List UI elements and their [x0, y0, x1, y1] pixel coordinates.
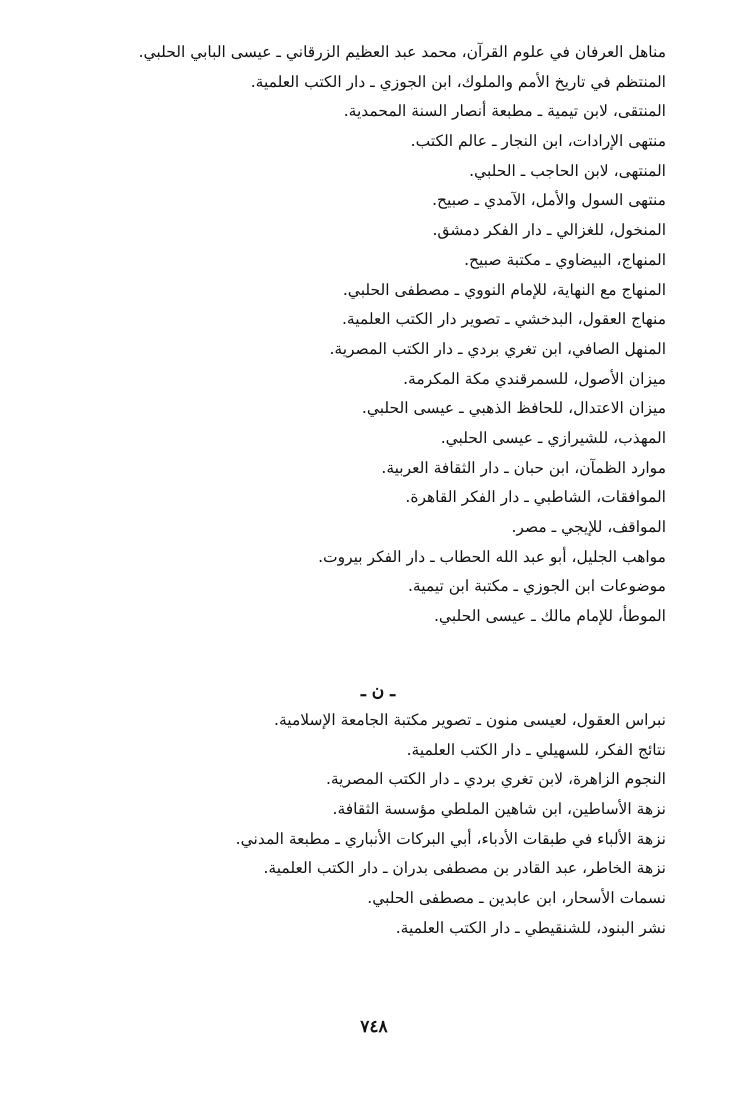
- bibliography-entry: نزهة الألباء في طبقات الأدباء، أبي البركات الأنباري ـ مطبعة المدني.: [235, 829, 666, 848]
- bibliography-section-mim: [66, 38, 666, 632]
- bibliography-entry: المنتظم في تاريخ الأمم والملوك، ابن الجوزي ـ دار الكتب العلمية.: [250, 72, 666, 91]
- bibliography-entry: نزهة الأساطين، ابن شاهين الملطي مؤسسة الثقافة.: [332, 800, 666, 819]
- bibliography-entry: المهذب، للشيرازي ـ عيسى الحلبي.: [440, 428, 666, 447]
- bibliography-entry: المنهل الصافي، ابن تغري بردي ـ دار الكتب المصرية.: [329, 339, 666, 358]
- bibliography-entry: نتائج الفكر، للسهيلي ـ دار الكتب العلمية.: [406, 740, 666, 759]
- bibliography-entry: ميزان الأصول، للسمرقندي مكة المكرمة.: [403, 369, 666, 388]
- bibliography-entry: موارد الظمآن، ابن حبان ـ دار الثقافة العربية.: [381, 458, 666, 477]
- bibliography-entry: المنتهى، لابن الحاجب ـ الحلبي.: [469, 161, 666, 180]
- bibliography-entry: منتهى الإرادات، ابن النجار ـ عالم الكتب.: [410, 132, 666, 151]
- bibliography-entry: نزهة الخاطر، عبد القادر بن مصطفى بدران ـ دار الكتب العلمية.: [263, 859, 666, 878]
- bibliography-entry: المواقف، للإيجي ـ مصر.: [511, 518, 666, 536]
- bibliography-entry: منتهى السول والأمل، الآمدي ـ صبيح.: [432, 191, 666, 210]
- bibliography-entry: ميزان الاعتدال، للحافظ الذهبي ـ عيسى الحلبي.: [361, 399, 666, 418]
- bibliography-entry: المنهاج مع النهاية، للإمام النووي ـ مصطفى الحلبي.: [342, 280, 666, 299]
- bibliography-entry: النجوم الزاهرة، لابن تغري بردي ـ دار الكتب المصرية.: [325, 770, 666, 789]
- bibliography-entry: نبراس العقول، لعيسى منون ـ تصوير مكتبة الجامعة الإسلامية.: [274, 711, 666, 729]
- bibliography-entry: المنتقى، لابن تيمية ـ مطبعة أنصار السنة المحمدية.: [343, 102, 666, 121]
- bibliography-entry: الموافقات، الشاطبي ـ دار الفكر القاهرة.: [405, 488, 666, 507]
- bibliography-entry: نشر البنود، للشنقيطي ـ دار الكتب العلمية.: [395, 918, 666, 937]
- bibliography-entry: مناهل العرفان في علوم القرآن، محمد عبد العظيم الزرقاني ـ عيسى البابي الحلبي.: [138, 43, 666, 61]
- page-number: ٧٤٨: [360, 1017, 388, 1037]
- bibliography-entry: نسمات الأسحار، ابن عابدين ـ مصطفى الحلبي.: [367, 889, 666, 908]
- bibliography-entry: المنهاج، البيضاوي ـ مكتبة صبيح.: [464, 250, 666, 269]
- bibliography-entry: موضوعات ابن الجوزي ـ مكتبة ابن تيمية.: [407, 577, 666, 596]
- bibliography-entry: مواهب الجليل، أبو عبد الله الحطاب ـ دار الفكر بيروت.: [318, 547, 666, 566]
- bibliography-entry: المنخول، للغزالي ـ دار الفكر دمشق.: [432, 221, 666, 240]
- bibliography-entry: منهاج العقول، البدخشي ـ تصوير دار الكتب العلمية.: [342, 310, 666, 329]
- section-heading-nun: ـ ن ـ: [360, 681, 396, 701]
- bibliography-section-nun: [66, 706, 666, 944]
- bibliography-entry: الموطأ، للإمام مالك ـ عيسى الحلبي.: [433, 607, 666, 626]
